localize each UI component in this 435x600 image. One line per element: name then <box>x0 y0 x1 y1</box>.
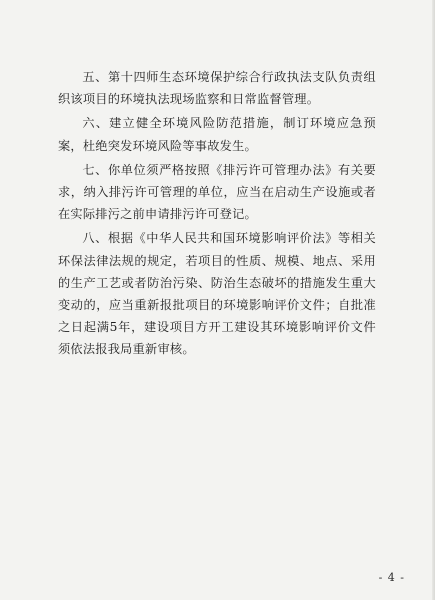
page-number: - 4 - <box>378 571 405 584</box>
paragraph-7: 七、你单位须严格按照《排污许可管理办法》有关要求，纳入排污许可管理的单位，应当在启动生产设施或者在实际排污之前申请排污许可登记。 <box>58 162 376 222</box>
paragraph-8: 八、根据《中华人民共和国环境影响评价法》等相关环保法律法规的规定，若项目的性质、规模、地点、采用的生产工艺或者防治污染、防治生态破坏的措施发生重大变动的，应当重新报批项目的环境影响评价文件；自批准之日起满5年，建设项目方开工建设其环境影响评价文件须依法报我局重新审核。 <box>58 231 376 357</box>
paragraph-5: 五、第十四师生态环境保护综合行政执法支队负责组织该项目的环境执法现场监察和日常监督管理。 <box>58 70 376 107</box>
document-body <box>58 66 376 363</box>
paragraph-6: 六、建立健全环境风险防范措施，制订环境应急预案，杜绝突发环境风险等事故发生。 <box>58 116 376 153</box>
